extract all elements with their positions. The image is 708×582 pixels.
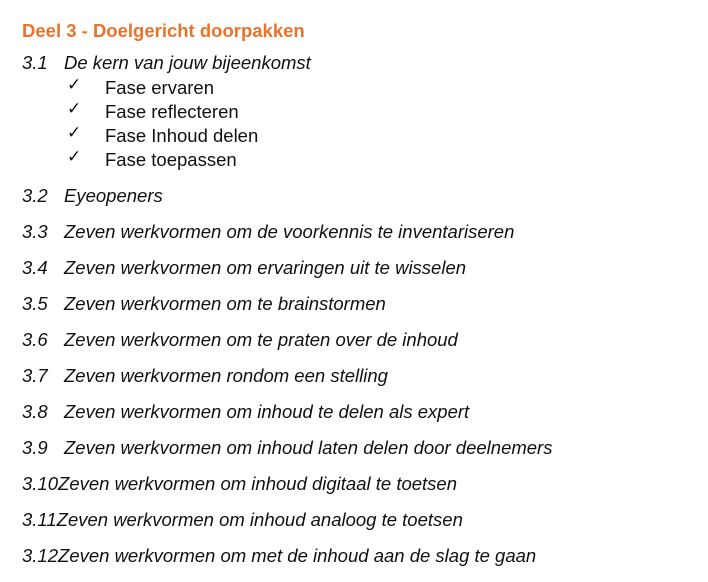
toc-item xyxy=(22,257,692,279)
checkmark-icon: ✓ xyxy=(67,123,82,142)
toc-item-title: Eyeopeners xyxy=(64,185,163,206)
toc-item-number: 3.7 xyxy=(22,365,48,386)
toc-item-number: 3.12 xyxy=(22,545,59,566)
toc-subitem-label: Fase toepassen xyxy=(105,149,237,170)
toc-subitem xyxy=(22,124,692,148)
toc-item xyxy=(22,401,692,423)
toc-subitem-label: Fase ervaren xyxy=(105,77,214,98)
toc-item-title: Zeven werkvormen om inhoud analoog te toetsen xyxy=(56,509,463,530)
toc-item xyxy=(22,509,692,531)
toc-item-title: De kern van jouw bijeenkomst xyxy=(64,52,311,73)
toc-item-title: Zeven werkvormen om inhoud laten delen door deelnemers xyxy=(64,437,553,458)
section-heading: Deel 3 - Doelgericht doorpakken xyxy=(22,20,305,41)
toc-subitem xyxy=(22,100,692,124)
toc-subitem xyxy=(22,76,692,100)
toc-item-number: 3.1 xyxy=(22,52,48,73)
toc-item xyxy=(22,52,692,74)
toc-item-title: Zeven werkvormen om te brainstormen xyxy=(64,293,386,314)
toc-subitem-list xyxy=(22,76,692,172)
toc-item xyxy=(22,437,692,459)
toc-item xyxy=(22,365,692,387)
toc-item-title: Zeven werkvormen rondom een stelling xyxy=(64,365,388,386)
toc-item xyxy=(22,293,692,315)
toc-item-number: 3.10 xyxy=(22,473,59,494)
checkmark-icon: ✓ xyxy=(67,75,82,94)
toc-item-title: Zeven werkvormen om inhoud digitaal te toetsen xyxy=(58,473,458,494)
toc-item-title: Zeven werkvormen om ervaringen uit te wisselen xyxy=(64,257,467,278)
checkmark-icon: ✓ xyxy=(67,147,82,166)
toc-item-number: 3.9 xyxy=(22,437,48,458)
toc-item xyxy=(22,329,692,351)
checkmark-icon: ✓ xyxy=(67,99,82,118)
toc-item-title: Zeven werkvormen om te praten over de inhoud xyxy=(64,329,458,350)
toc-subitem-label: Fase reflecteren xyxy=(105,101,239,122)
toc-item-number: 3.8 xyxy=(22,401,48,422)
toc-item-title: Zeven werkvormen om de voorkennis te inventariseren xyxy=(64,221,515,242)
toc-subitem-label: Fase Inhoud delen xyxy=(105,125,259,146)
toc-subitem xyxy=(22,148,692,172)
toc-item xyxy=(22,473,692,495)
toc-item-number: 3.11 xyxy=(22,509,57,530)
toc-item-number: 3.3 xyxy=(22,221,48,242)
toc-item-title: Zeven werkvormen om met de inhoud aan de slag te gaan xyxy=(58,545,537,566)
toc-item-number: 3.2 xyxy=(22,185,48,206)
toc-item-number: 3.6 xyxy=(22,329,48,350)
toc-item-number: 3.5 xyxy=(22,293,48,314)
toc-item-title: Zeven werkvormen om inhoud te delen als expert xyxy=(64,401,470,422)
toc-item xyxy=(22,185,692,207)
document-page xyxy=(22,20,692,567)
toc-item xyxy=(22,545,692,567)
toc-item xyxy=(22,221,692,243)
toc-item-number: 3.4 xyxy=(22,257,48,278)
